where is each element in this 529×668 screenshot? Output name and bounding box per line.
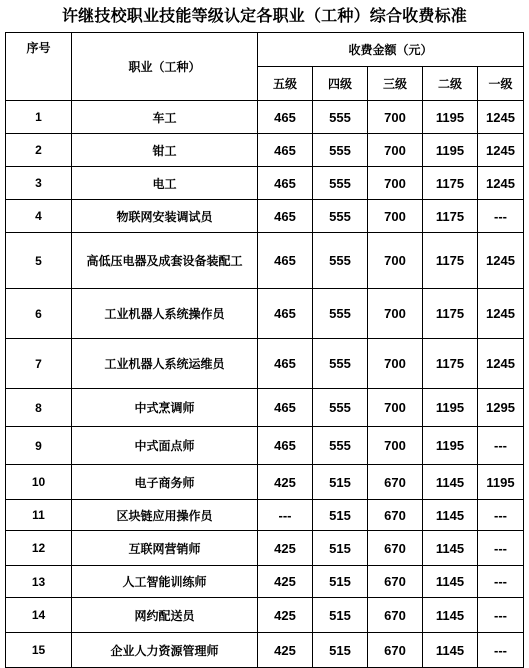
- fee-cell-level-1: 1245: [478, 289, 524, 339]
- fee-cell-level-1: 1245: [478, 233, 524, 289]
- header-level-1: 一级: [478, 67, 524, 101]
- fee-cell-level-5: 465: [258, 389, 313, 427]
- fee-cell-level-4: 555: [313, 427, 368, 465]
- row-index: 15: [6, 633, 72, 668]
- row-index: 10: [6, 465, 72, 500]
- row-occupation: 电子商务师: [72, 465, 258, 500]
- row-occupation: 网约配送员: [72, 598, 258, 633]
- fee-cell-level-1: ---: [478, 633, 524, 668]
- fee-cell-level-2: 1145: [423, 598, 478, 633]
- fee-cell-level-1: 1245: [478, 101, 524, 134]
- row-occupation: 区块链应用操作员: [72, 500, 258, 531]
- fee-cell-level-2: 1195: [423, 134, 478, 167]
- fee-cell-level-1: 1195: [478, 465, 524, 500]
- row-index: 6: [6, 289, 72, 339]
- fee-cell-level-2: 1175: [423, 339, 478, 389]
- row-index: 13: [6, 566, 72, 598]
- row-occupation: 中式烹调师: [72, 389, 258, 427]
- fee-cell-level-5: 465: [258, 339, 313, 389]
- row-index: 7: [6, 339, 72, 389]
- fee-cell-level-5: 465: [258, 289, 313, 339]
- fee-cell-level-4: 515: [313, 598, 368, 633]
- fee-table-body: [6, 33, 524, 668]
- table-row: [6, 598, 524, 633]
- fee-cell-level-4: 515: [313, 531, 368, 566]
- fee-cell-level-1: 1295: [478, 389, 524, 427]
- row-index: 14: [6, 598, 72, 633]
- row-occupation: 中式面点师: [72, 427, 258, 465]
- fee-cell-level-4: 555: [313, 389, 368, 427]
- fee-cell-level-1: ---: [478, 427, 524, 465]
- fee-cell-level-4: 555: [313, 134, 368, 167]
- header-fee: 收费金额（元）: [258, 33, 524, 67]
- row-index: 9: [6, 427, 72, 465]
- fee-cell-level-5: 465: [258, 167, 313, 200]
- fee-cell-level-3: 700: [368, 339, 423, 389]
- fee-cell-level-4: 515: [313, 633, 368, 668]
- fee-cell-level-3: 700: [368, 101, 423, 134]
- fee-cell-level-1: ---: [478, 500, 524, 531]
- fee-cell-level-3: 700: [368, 134, 423, 167]
- fee-cell-level-3: 670: [368, 500, 423, 531]
- table-row: [6, 200, 524, 233]
- header-index: 序号: [6, 33, 72, 101]
- table-row: [6, 167, 524, 200]
- fee-cell-level-2: 1145: [423, 566, 478, 598]
- fee-cell-level-2: 1175: [423, 233, 478, 289]
- fee-cell-level-5: 425: [258, 531, 313, 566]
- fee-cell-level-3: 670: [368, 465, 423, 500]
- fee-cell-level-1: ---: [478, 200, 524, 233]
- header-occupation: 职业（工种）: [72, 33, 258, 101]
- row-occupation: 互联网营销师: [72, 531, 258, 566]
- table-row: [6, 633, 524, 668]
- table-row: [6, 289, 524, 339]
- table-row: [6, 339, 524, 389]
- fee-cell-level-3: 700: [368, 427, 423, 465]
- fee-cell-level-3: 670: [368, 566, 423, 598]
- fee-cell-level-5: 425: [258, 598, 313, 633]
- row-index: 4: [6, 200, 72, 233]
- fee-cell-level-2: 1175: [423, 289, 478, 339]
- header-row-1: [6, 33, 524, 67]
- table-row: [6, 500, 524, 531]
- fee-cell-level-4: 555: [313, 167, 368, 200]
- fee-cell-level-2: 1145: [423, 531, 478, 566]
- fee-cell-level-1: 1245: [478, 339, 524, 389]
- table-row: [6, 427, 524, 465]
- row-occupation: 企业人力资源管理师: [72, 633, 258, 668]
- row-index: 1: [6, 101, 72, 134]
- fee-cell-level-3: 700: [368, 233, 423, 289]
- fee-cell-level-4: 515: [313, 500, 368, 531]
- fee-cell-level-4: 555: [313, 200, 368, 233]
- fee-cell-level-2: 1175: [423, 200, 478, 233]
- fee-cell-level-1: ---: [478, 566, 524, 598]
- fee-cell-level-5: 465: [258, 427, 313, 465]
- fee-cell-level-4: 555: [313, 101, 368, 134]
- row-index: 5: [6, 233, 72, 289]
- table-row: [6, 101, 524, 134]
- header-level-5: 五级: [258, 67, 313, 101]
- fee-cell-level-5: 465: [258, 101, 313, 134]
- header-level-2: 二级: [423, 67, 478, 101]
- row-index: 12: [6, 531, 72, 566]
- header-level-3: 三级: [368, 67, 423, 101]
- row-occupation: 高低压电器及成套设备装配工: [72, 233, 258, 289]
- row-occupation: 钳工: [72, 134, 258, 167]
- page-title: 许继技校职业技能等级认定各职业（工种）综合收费标准: [61, 6, 467, 25]
- row-index: 11: [6, 500, 72, 531]
- row-occupation: 工业机器人系统运维员: [72, 339, 258, 389]
- fee-cell-level-5: 425: [258, 465, 313, 500]
- fee-cell-level-4: 515: [313, 465, 368, 500]
- fee-cell-level-2: 1195: [423, 389, 478, 427]
- fee-cell-level-4: 555: [313, 233, 368, 289]
- fee-cell-level-1: ---: [478, 531, 524, 566]
- row-occupation: 电工: [72, 167, 258, 200]
- fee-cell-level-4: 555: [313, 339, 368, 389]
- fee-cell-level-2: 1145: [423, 500, 478, 531]
- fee-cell-level-1: 1245: [478, 134, 524, 167]
- fee-table: [5, 32, 524, 668]
- fee-cell-level-3: 700: [368, 389, 423, 427]
- row-index: 3: [6, 167, 72, 200]
- fee-cell-level-1: ---: [478, 598, 524, 633]
- fee-cell-level-2: 1195: [423, 427, 478, 465]
- fee-cell-level-5: 425: [258, 566, 313, 598]
- fee-cell-level-3: 700: [368, 167, 423, 200]
- fee-cell-level-2: 1175: [423, 167, 478, 200]
- fee-cell-level-2: 1145: [423, 633, 478, 668]
- fee-cell-level-5: ---: [258, 500, 313, 531]
- table-row: [6, 531, 524, 566]
- row-occupation: 人工智能训练师: [72, 566, 258, 598]
- table-row: [6, 233, 524, 289]
- header-level-4: 四级: [313, 67, 368, 101]
- row-occupation: 车工: [72, 101, 258, 134]
- table-row: [6, 134, 524, 167]
- fee-cell-level-3: 670: [368, 633, 423, 668]
- fee-cell-level-3: 670: [368, 531, 423, 566]
- fee-cell-level-5: 465: [258, 233, 313, 289]
- fee-cell-level-2: 1145: [423, 465, 478, 500]
- fee-cell-level-3: 670: [368, 598, 423, 633]
- fee-cell-level-4: 555: [313, 289, 368, 339]
- fee-cell-level-5: 465: [258, 200, 313, 233]
- fee-cell-level-2: 1195: [423, 101, 478, 134]
- row-occupation: 工业机器人系统操作员: [72, 289, 258, 339]
- fee-cell-level-3: 700: [368, 289, 423, 339]
- row-index: 2: [6, 134, 72, 167]
- table-row: [6, 389, 524, 427]
- fee-cell-level-3: 700: [368, 200, 423, 233]
- fee-cell-level-5: 465: [258, 134, 313, 167]
- table-row: [6, 465, 524, 500]
- fee-cell-level-4: 515: [313, 566, 368, 598]
- fee-cell-level-5: 425: [258, 633, 313, 668]
- table-row: [6, 566, 524, 598]
- fee-cell-level-1: 1245: [478, 167, 524, 200]
- row-occupation: 物联网安装调试员: [72, 200, 258, 233]
- row-index: 8: [6, 389, 72, 427]
